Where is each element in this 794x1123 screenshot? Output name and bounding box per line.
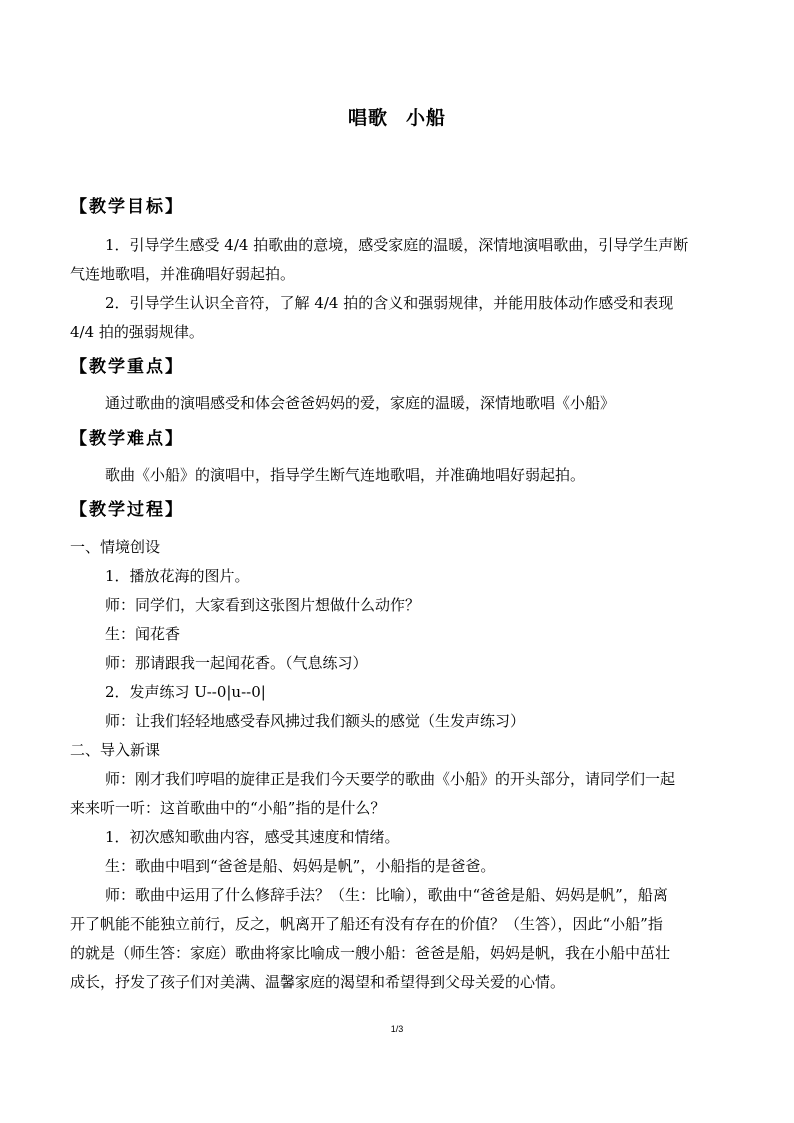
process-part1-line: 师：那请跟我一起闻花香。（气息练习） [105,654,368,672]
section-heading-process: 【教学过程】 [70,500,184,520]
process-part2-line: 师：刚才我们哼唱的旋律正是我们今天要学的歌曲《小船》的开头部分，请同学们一起 [105,770,676,788]
title-part1: 唱歌 [347,107,388,129]
section-heading-key: 【教学重点】 [70,357,184,377]
goal-1-line-2: 气连地歌唱，并准确唱好弱起拍。 [70,265,296,283]
section-heading-goals: 【教学目标】 [70,197,184,217]
document-title [0,103,794,130]
goal-1-line-1: 1．引导学生感受 4/4 拍歌曲的意境，感受家庭的温暖，深情地演唱歌曲，引导学生声断 [105,236,689,254]
process-part2-line: 师：歌曲中运用了什么修辞手法？（生：比喻），歌曲中“爸爸是船、妈妈是帆”，船离 [105,886,668,904]
process-part2-line: 的就是（师生答：家庭）歌曲将家比喻成一艘小船：爸爸是船，妈妈是帆，我在小船中茁壮 [70,944,671,962]
process-part2-line: 生：歌曲中唱到“爸爸是船、妈妈是帆”，小船指的是爸爸。 [105,857,496,875]
process-part2-line: 来来听一听：这首歌曲中的“小船”指的是什么？ [70,799,386,817]
process-part1-line: 1．播放花海的图片。 [105,567,250,585]
process-part2-line: 1．初次感知歌曲内容，感受其速度和情绪。 [105,828,400,846]
key-text: 通过歌曲的演唱感受和体会爸爸妈妈的爱，家庭的温暖，深情地歌唱《小船》 [105,394,616,412]
goal-2-line-1: 2．引导学生认识全音符，了解 4/4 拍的含义和强弱规律，并能用肢体动作感受和表现 [105,294,674,312]
title-part2: 小船 [406,107,447,129]
process-part2-line: 成长，抒发了孩子们对美满、温馨家庭的渴望和希望得到父母关爱的心情。 [70,973,566,991]
process-part2-line: 开了帆能不能独立前行，反之，帆离开了船还有没有存在的价值？（生答），因此“小船”指 [70,915,663,933]
process-part1-line: 师：同学们，大家看到这张图片想做什么动作？ [105,596,421,614]
goal-2-line-2: 4/4 拍的强弱规律。 [70,323,204,341]
page-number: 1/3 [390,1024,404,1034]
section-heading-difficult: 【教学难点】 [70,429,184,449]
process-part1-title: 一、情境创设 [70,538,161,556]
process-part1-line: 生：闻花香 [105,625,181,643]
difficult-text: 歌曲《小船》的演唱中，指导学生断气连地歌唱，并准确地唱好弱起拍。 [105,466,586,484]
process-part1-line: 2．发声练习 U--0|u--0| [105,683,266,701]
process-part2-title: 二、导入新课 [70,741,161,759]
process-part1-line: 师：让我们轻轻地感受春风拂过我们额头的感觉（生发声练习） [105,712,526,730]
